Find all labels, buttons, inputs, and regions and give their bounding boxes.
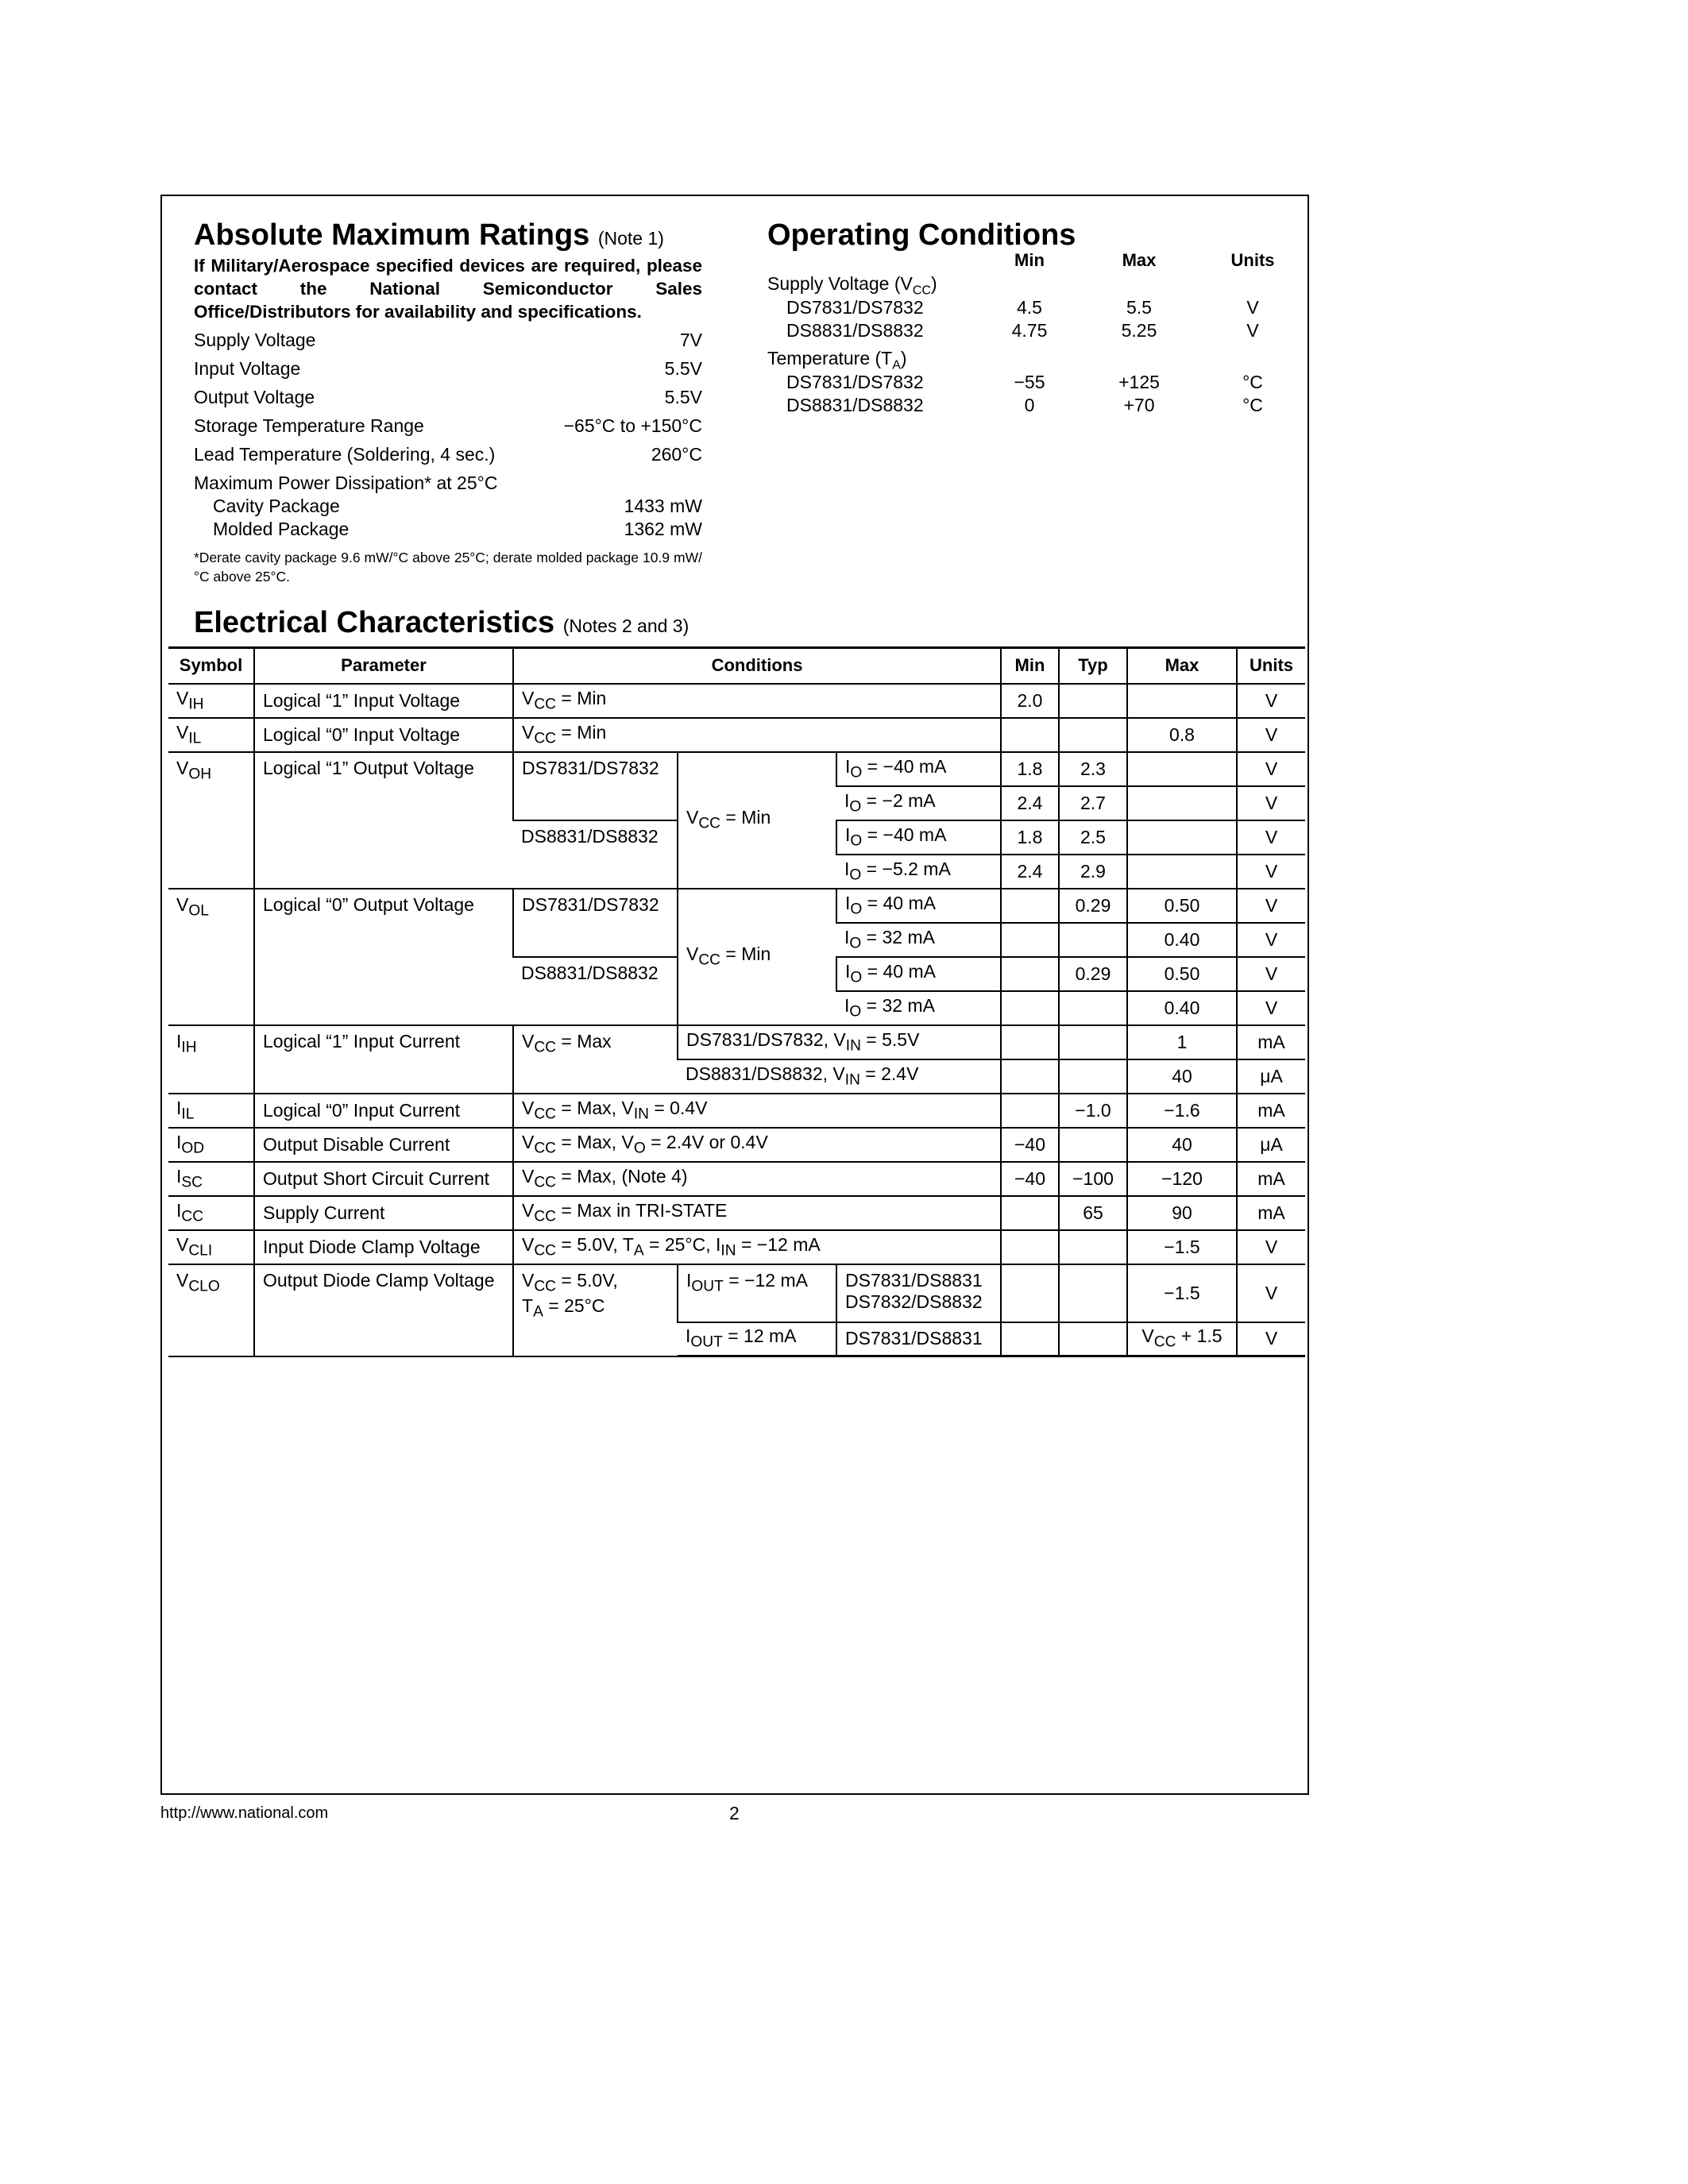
current-cell: $I_O = -40$ mA: [836, 752, 1001, 786]
device-cell: DS8831/DS8832: [513, 957, 678, 1025]
current-cell: $I_O = -5.2$ mA: [836, 855, 1001, 889]
max-cell: 0.40: [1127, 991, 1237, 1025]
typ-cell: 2.9: [1059, 855, 1127, 889]
typ-cell: [1059, 1025, 1127, 1059]
min-cell: 1.8: [1001, 820, 1059, 855]
col-parameter: Parameter: [254, 648, 513, 684]
table-row: [168, 1025, 1305, 1059]
amr-title: Absolute Maximum Ratings (Note 1): [194, 218, 664, 252]
max-cell: 0.8: [1127, 718, 1237, 752]
current-cell: $I_{OUT} = -12$ mA: [678, 1264, 836, 1322]
typ-cell: [1059, 991, 1127, 1025]
max-cell: 1: [1127, 1025, 1237, 1059]
parameter-cell: Logical “0” Output Voltage: [254, 889, 513, 1025]
oc-header-units: Units: [1230, 250, 1275, 270]
typ-cell: [1059, 1230, 1127, 1264]
typ-cell: [1059, 1059, 1127, 1094]
amr-row: Storage Temperature Range −65°C to +150°C: [194, 415, 702, 436]
oc-max: 5.25: [1121, 320, 1157, 341]
conditions-cell: $V_{CC}$ = Max in TRI-STATE: [513, 1196, 1001, 1230]
current-cell: $I_O = 40$ mA: [836, 957, 1001, 991]
min-cell: [1001, 718, 1059, 752]
conditions-cell: $V_{CC}$ = Min: [513, 718, 1001, 752]
max-cell: 0.50: [1127, 957, 1237, 991]
units-cell: V: [1237, 923, 1305, 957]
oc-min: −55: [1014, 372, 1045, 392]
oc-max: +70: [1123, 395, 1155, 415]
parameter-cell: Output Short Circuit Current: [254, 1162, 513, 1196]
parameter-cell: Logical “1” Input Current: [254, 1025, 513, 1094]
table-row: [168, 1264, 1305, 1322]
page-number: 2: [729, 1803, 740, 1823]
min-cell: [1001, 923, 1059, 957]
min-cell: 2.4: [1001, 786, 1059, 820]
parameter-cell: Output Disable Current: [254, 1128, 513, 1162]
max-cell: 0.40: [1127, 923, 1237, 957]
oc-title: Operating Conditions: [767, 218, 1076, 252]
device-cell: DS7831/DS7832: [513, 752, 678, 820]
typ-cell: 0.29: [1059, 889, 1127, 923]
oc-units: V: [1246, 297, 1259, 318]
current-cell: $I_O = 40$ mA: [836, 889, 1001, 923]
units-cell: V: [1237, 855, 1305, 889]
amr-row: Supply Voltage 7V: [194, 330, 702, 350]
amr-list: [194, 328, 702, 566]
units-cell: μA: [1237, 1128, 1305, 1162]
oc-min: 4.75: [1011, 320, 1048, 341]
min-cell: [1001, 1025, 1059, 1059]
max-cell: 40: [1127, 1128, 1237, 1162]
min-cell: [1001, 1094, 1059, 1128]
current-cell: $I_O = 32$ mA: [836, 923, 1001, 957]
current-cell: $I_{OUT} = 12$ mA: [678, 1322, 836, 1356]
oc-header-max: Max: [1122, 250, 1157, 270]
table-row: [168, 889, 1305, 923]
parameter-cell: Output Diode Clamp Voltage: [254, 1264, 513, 1356]
units-cell: V: [1237, 1230, 1305, 1264]
conditions-cell: DS8831/DS8832, $V_{IN} = 2.4V$: [678, 1059, 1001, 1094]
max-cell: 40: [1127, 1059, 1237, 1094]
typ-cell: [1059, 1128, 1127, 1162]
typ-cell: 2.3: [1059, 752, 1127, 786]
parameter-cell: Supply Current: [254, 1196, 513, 1230]
units-cell: mA: [1237, 1025, 1305, 1059]
amr-row: Input Voltage 5.5V: [194, 358, 702, 379]
conditions-cell: $V_{CC}$ = Max, $V_O = 2.4V$ or 0.4V: [513, 1128, 1001, 1162]
vcc-cell: $V_{CC}$ = Min: [678, 752, 836, 889]
symbol-cell: $V_{OH}$: [168, 752, 254, 889]
symbol-cell: $I_{SC}$: [168, 1162, 254, 1196]
electrical-characteristics-table: [168, 646, 1305, 1357]
current-cell: $I_O = -40$ mA: [836, 820, 1001, 855]
min-cell: 1.8: [1001, 752, 1059, 786]
ec-title: Electrical Characteristics (Notes 2 and 3): [194, 606, 689, 639]
oc-min: 0: [1024, 395, 1035, 415]
col-min: Min: [1001, 648, 1059, 684]
min-cell: [1001, 1059, 1059, 1094]
units-cell: V: [1237, 889, 1305, 923]
symbol-cell: $V_{CLO}$: [168, 1264, 254, 1356]
oc-header-min: Min: [1014, 250, 1045, 270]
oc-units: °C: [1242, 395, 1263, 415]
oc-part: DS7831/DS7832: [786, 372, 924, 392]
max-cell: −1.5: [1127, 1264, 1237, 1322]
typ-cell: 2.7: [1059, 786, 1127, 820]
conditions-cell: $V_{CC} = 5.0V$, $T_A = 25^\circ C$, $I_{IN} = -12$ mA: [513, 1230, 1001, 1264]
units-cell: V: [1237, 752, 1305, 786]
device-cell: DS8831/DS8832: [513, 820, 678, 889]
max-cell: −120: [1127, 1162, 1237, 1196]
parameter-cell: Logical “1” Output Voltage: [254, 752, 513, 889]
typ-cell: −100: [1059, 1162, 1127, 1196]
min-cell: [1001, 991, 1059, 1025]
conditions-cell: $V_{CC}$ = Min: [513, 684, 1001, 718]
oc-part: DS8831/DS8832: [786, 320, 924, 341]
units-cell: V: [1237, 786, 1305, 820]
parameter-cell: Input Diode Clamp Voltage: [254, 1230, 513, 1264]
symbol-cell: $I_{CC}$: [168, 1196, 254, 1230]
device-cell: DS7831/DS8831 DS7832/DS8832: [836, 1264, 1001, 1322]
table-row: [168, 1094, 1305, 1128]
symbol-cell: $V_{IH}$: [168, 684, 254, 718]
min-cell: −40: [1001, 1162, 1059, 1196]
table-row: [168, 1128, 1305, 1162]
oc-units: V: [1246, 320, 1259, 341]
symbol-cell: $V_{IL}$: [168, 718, 254, 752]
amr-cavity-row: Cavity Package 1433 mW: [213, 496, 702, 516]
oc-part: DS7831/DS7832: [786, 297, 924, 318]
min-cell: [1001, 1230, 1059, 1264]
max-cell: −1.6: [1127, 1094, 1237, 1128]
symbol-cell: $I_{OD}$: [168, 1128, 254, 1162]
max-cell: [1127, 855, 1237, 889]
min-cell: [1001, 957, 1059, 991]
amr-power-label: Maximum Power Dissipation* at 25°C: [194, 473, 498, 493]
max-cell: $V_{CC} + 1.5$: [1127, 1322, 1237, 1356]
typ-cell: [1059, 1264, 1127, 1322]
amr-footnote: *Derate cavity package 9.6 mW/°C above 25°C; derate molded package 10.9 mW/°C above 25°C.: [194, 550, 702, 585]
units-cell: V: [1237, 957, 1305, 991]
max-cell: [1127, 684, 1237, 718]
table-row: [168, 1196, 1305, 1230]
units-cell: V: [1237, 1322, 1305, 1356]
amr-warning: If Military/Aerospace specified devices are required, please contact the National Semiconductor Sales Office/Distributors for availability and specifications.: [194, 256, 702, 322]
units-cell: V: [1237, 820, 1305, 855]
max-cell: [1127, 820, 1237, 855]
oc-supply-label: Supply Voltage $(V_{CC})$: [767, 273, 937, 298]
oc-min: 4.5: [1017, 297, 1042, 318]
oc-units: °C: [1242, 372, 1263, 392]
typ-cell: [1059, 684, 1127, 718]
col-conditions: Conditions: [513, 648, 1001, 684]
parameter-cell: Logical “1” Input Voltage: [254, 684, 513, 718]
symbol-cell: $I_{IH}$: [168, 1025, 254, 1094]
oc-max: 5.5: [1126, 297, 1152, 318]
table-row: [168, 718, 1305, 752]
units-cell: V: [1237, 1264, 1305, 1322]
min-cell: [1001, 1322, 1059, 1356]
units-cell: V: [1237, 718, 1305, 752]
symbol-cell: $V_{CLI}$: [168, 1230, 254, 1264]
vcc-cell: $V_{CC}$ = Min: [678, 889, 836, 1025]
max-cell: 0.50: [1127, 889, 1237, 923]
device-cell: DS7831/DS7832: [513, 889, 678, 957]
typ-cell: −1.0: [1059, 1094, 1127, 1128]
parameter-cell: Logical “0” Input Current: [254, 1094, 513, 1128]
typ-cell: [1059, 718, 1127, 752]
conditions-cell: $V_{CC}$ = Max, $V_{IN} = 0.4V$: [513, 1094, 1001, 1128]
max-cell: −1.5: [1127, 1230, 1237, 1264]
units-cell: mA: [1237, 1094, 1305, 1128]
max-cell: 90: [1127, 1196, 1237, 1230]
table-row: [168, 1162, 1305, 1196]
oc-part: DS8831/DS8832: [786, 395, 924, 415]
min-cell: −40: [1001, 1128, 1059, 1162]
vcc-cell: $V_{CC}$ = Max: [513, 1025, 678, 1094]
units-cell: μA: [1237, 1059, 1305, 1094]
amr-row: Output Voltage 5.5V: [194, 387, 702, 407]
col-max: Max: [1127, 648, 1237, 684]
col-symbol: Symbol: [168, 648, 254, 684]
units-cell: V: [1237, 684, 1305, 718]
table-row: [168, 1230, 1305, 1264]
max-cell: [1127, 786, 1237, 820]
amr-row: Lead Temperature (Soldering, 4 sec.) 260°C: [194, 444, 702, 465]
units-cell: mA: [1237, 1162, 1305, 1196]
oc-temp-label: Temperature $(T_A)$: [767, 348, 907, 372]
min-cell: 2.4: [1001, 855, 1059, 889]
table-row: [168, 752, 1305, 786]
footer-url[interactable]: http://www.national.com: [160, 1804, 329, 1822]
min-cell: [1001, 1264, 1059, 1322]
col-units: Units: [1237, 648, 1305, 684]
min-cell: [1001, 1196, 1059, 1230]
conditions-cell: DS7831/DS7832, $V_{IN} = 5.5V$: [678, 1025, 1001, 1059]
typ-cell: 65: [1059, 1196, 1127, 1230]
conditions-cell: $V_{CC}$ = Max, (Note 4): [513, 1162, 1001, 1196]
min-cell: 2.0: [1001, 684, 1059, 718]
table-header-row: [168, 648, 1305, 684]
symbol-cell: $V_{OL}$: [168, 889, 254, 1025]
typ-cell: [1059, 923, 1127, 957]
typ-cell: 0.29: [1059, 957, 1127, 991]
oc-max: +125: [1118, 372, 1160, 392]
max-cell: [1127, 752, 1237, 786]
parameter-cell: Logical “0” Input Voltage: [254, 718, 513, 752]
min-cell: [1001, 889, 1059, 923]
device-cell: DS7831/DS8831: [836, 1322, 1001, 1356]
table-row: [168, 684, 1305, 718]
vcc-cell: $V_{CC} = 5.0V$, $T_A = 25^\circ C$: [513, 1264, 678, 1356]
symbol-cell: $I_{IL}$: [168, 1094, 254, 1128]
current-cell: $I_O = 32$ mA: [836, 991, 1001, 1025]
units-cell: mA: [1237, 1196, 1305, 1230]
typ-cell: 2.5: [1059, 820, 1127, 855]
current-cell: $I_O = -2$ mA: [836, 786, 1001, 820]
col-typ: Typ: [1059, 648, 1127, 684]
typ-cell: [1059, 1322, 1127, 1356]
units-cell: V: [1237, 991, 1305, 1025]
amr-molded-row: Molded Package 1362 mW: [213, 519, 702, 539]
